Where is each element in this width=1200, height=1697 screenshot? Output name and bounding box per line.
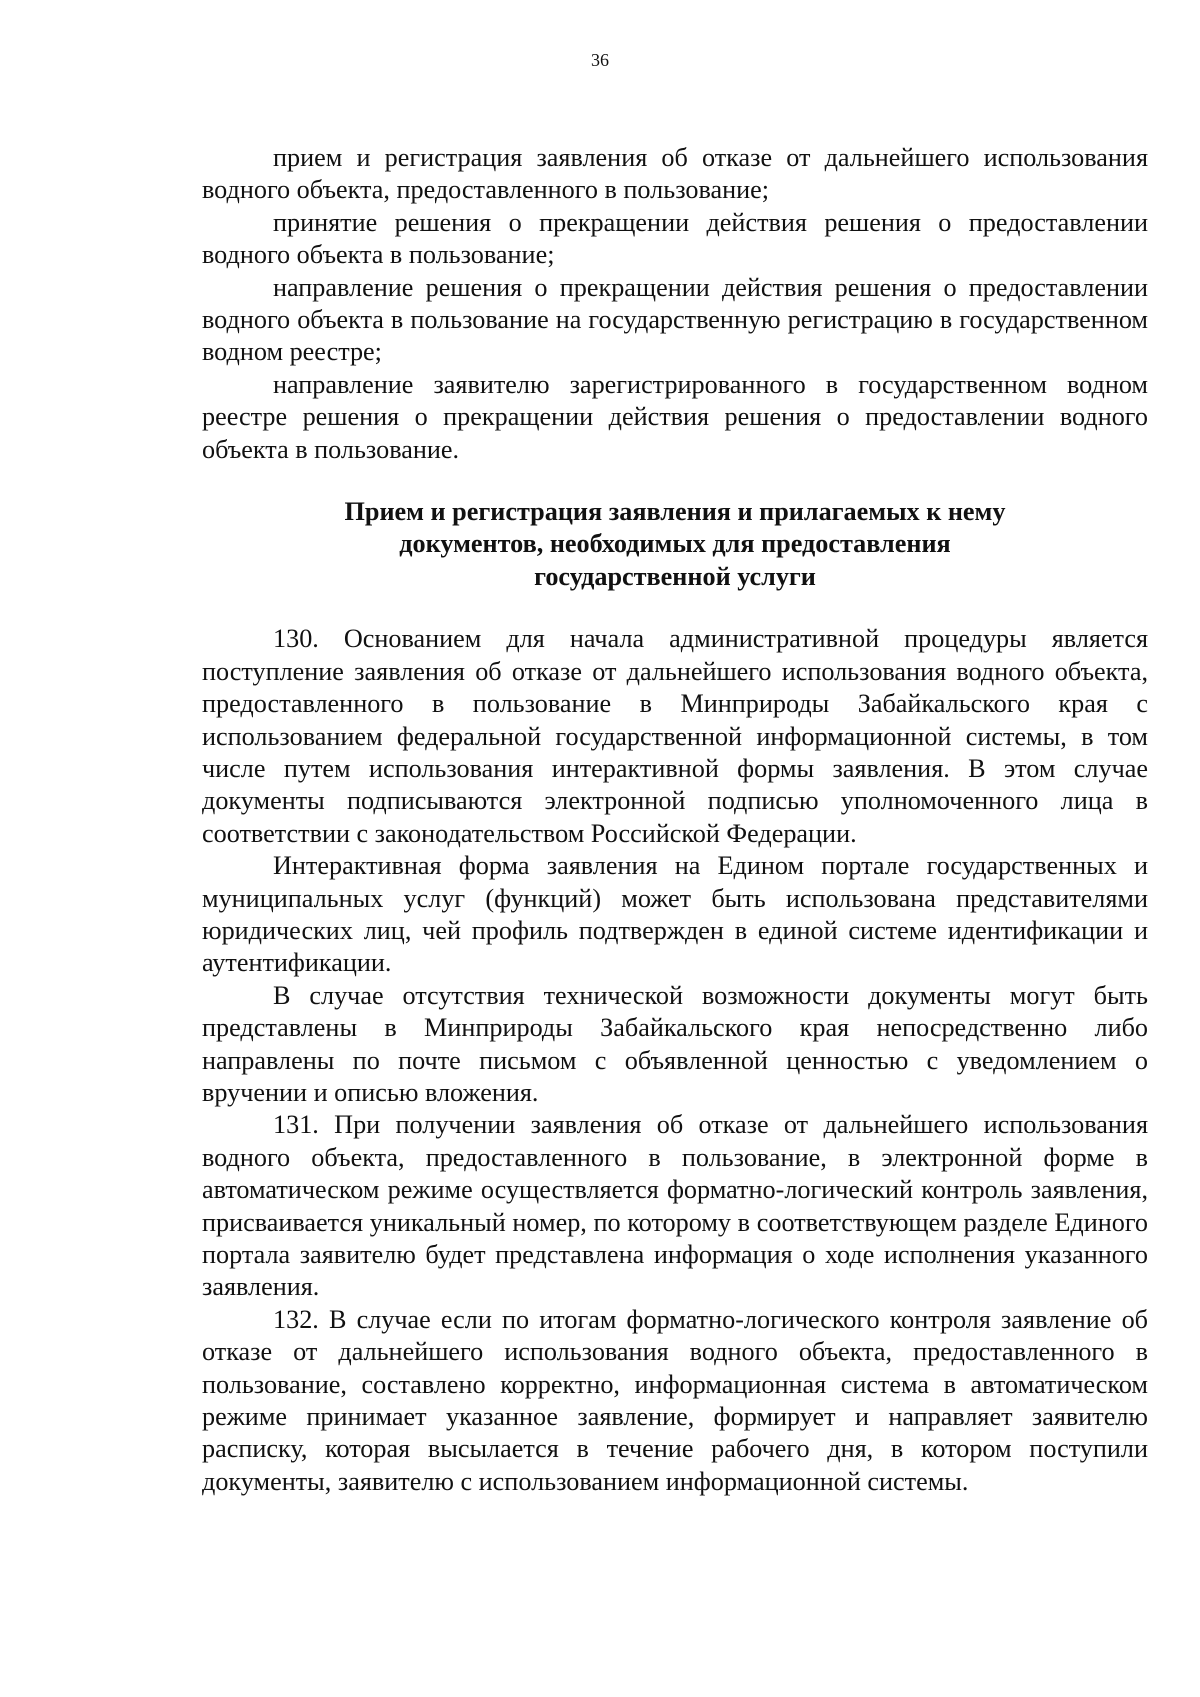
paragraph-132: 132. В случае если по итогам форматно-логического контроля заявление об отказе от дальнейшего использования водного объекта, предоставленного в пользование, составлено корректно, информационная система в автоматическом режиме принимает указанное заявление, формирует и направляет заявителю расписку, которая высылается в течение рабочего дня, в котором поступили документы, заявителю с использованием информационной системы. — [202, 1304, 1148, 1496]
section-heading — [202, 496, 1148, 593]
paragraph-interactive-form: Интерактивная форма заявления на Едином портале государственных и муниципальных услуг (функций) может быть использована представителями юридических лиц, чей профиль подтвержден в единой системе идентификации и аутентификации. — [202, 851, 1148, 978]
intro-item-decision: принятие решения о прекращении действия решения о предоставлении водного объекта в пользование; — [202, 207, 1148, 270]
paragraph-131: 131. При получении заявления об отказе от дальнейшего использования водного объекта, предоставленного в пользование, в электронной форме в автоматическом режиме осуществляется форматно-логический контроль заявления, присваивается уникальный номер, по которому в соответствующем разделе Единого портала заявителю будет представлена информация о ходе исполнения указанного заявления. — [202, 1110, 1148, 1302]
paragraph-no-technical-possibility: В случае отсутствия технической возможности документы могут быть представлены в Минприроды Забайкальского края непосредственно либо направлены по почте письмом с объявленной ценностью с уведомлением о вручении и описью вложения. — [202, 980, 1148, 1107]
intro-item-registration: направление решения о прекращении действия решения о предоставлении водного объекта в пользование на государственную регистрацию в государственном водном реестре; — [202, 272, 1148, 367]
intro-item-reception: прием и регистрация заявления об отказе от дальнейшего использования водного объекта, предоставленного в пользование; — [202, 143, 1148, 205]
section-heading-line: документов, необходимых для предоставления — [399, 529, 951, 559]
page-number: 36 — [591, 50, 609, 70]
paragraph-130: 130. Основанием для начала административной процедуры является поступление заявления об отказе от дальнейшего использования водного объекта, предоставленного в пользование в Минприроды Забайкальского края с использованием федеральной государственной информационной системы, в том числе путем использования интерактивной формы заявления. В этом случае документы подписываются электронной подписью уполномоченного лица в соответствии с законодательством Российской Федерации. — [202, 624, 1148, 848]
document-body — [202, 142, 1148, 1498]
section-heading-line: Прием и регистрация заявления и прилагаемых к нему — [344, 497, 1006, 527]
intro-item-notification: направление заявителю зарегистрированного в государственном водном реестре решения о прекращении действия решения о предоставлении водного объекта в пользование. — [202, 369, 1148, 464]
section-heading-line: государственной услуги — [534, 561, 816, 591]
